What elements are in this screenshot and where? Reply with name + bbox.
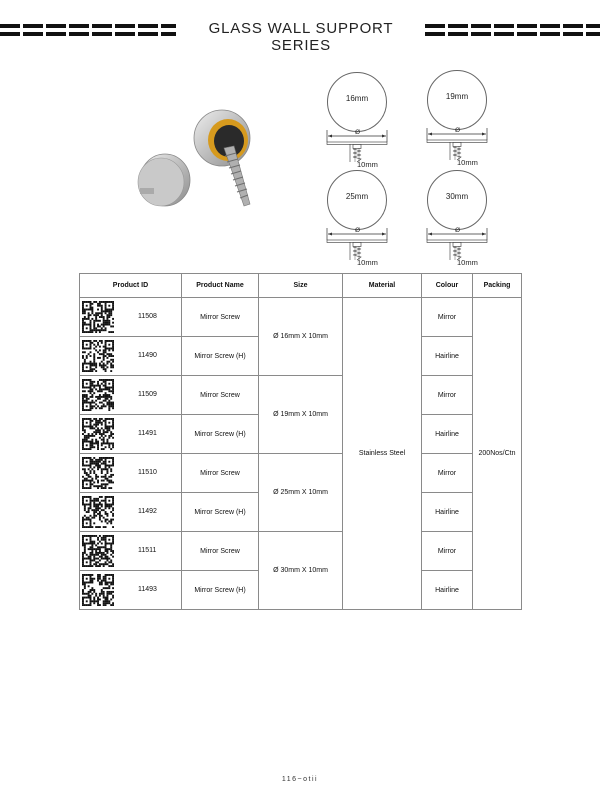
phi-symbol: Ø (355, 128, 361, 136)
table-row (80, 376, 522, 415)
header-product-name: Product Name (182, 274, 259, 298)
size-cell: Ø 25mm X 10mm (259, 454, 343, 532)
page-header (0, 14, 600, 54)
product-id: 11492 (138, 508, 157, 515)
product-id-cell (80, 454, 182, 493)
product-id-cell (80, 298, 182, 337)
phi-symbol: Ø (455, 226, 461, 234)
product-spec-table (79, 273, 522, 610)
phi-symbol: Ø (455, 126, 461, 134)
table-header-row (80, 274, 522, 298)
product-id-cell (80, 493, 182, 532)
size-cell: Ø 19mm X 10mm (259, 376, 343, 454)
colour-cell: Hairline (422, 493, 473, 532)
qr-code-icon (82, 535, 114, 567)
product-name: Mirror Screw (H) (182, 415, 259, 454)
header-product-id: Product ID (80, 274, 182, 298)
size-cell: Ø 16mm X 10mm (259, 298, 343, 376)
colour-cell: Hairline (422, 415, 473, 454)
qr-code-icon (82, 574, 114, 606)
table-row (80, 454, 522, 493)
dimension-diagram-25mm (322, 170, 402, 274)
dimension-diagram-16mm (322, 72, 402, 176)
product-name: Mirror Screw (182, 376, 259, 415)
colour-cell: Hairline (422, 571, 473, 610)
product-id: 11509 (138, 391, 157, 398)
phi-symbol: Ø (355, 226, 361, 234)
colour-cell: Mirror (422, 376, 473, 415)
page-title: GLASS WALL SUPPORT SERIES (208, 20, 394, 54)
colour-cell: Mirror (422, 532, 473, 571)
product-name: Mirror Screw (H) (182, 571, 259, 610)
product-id: 11510 (138, 469, 157, 476)
length-label: 10mm (457, 158, 478, 167)
product-id-cell (80, 415, 182, 454)
header-dash-pattern-left (0, 24, 176, 36)
colour-cell: Mirror (422, 298, 473, 337)
diameter-label: 25mm (345, 192, 369, 201)
product-name: Mirror Screw (182, 454, 259, 493)
material-cell: Stainless Steel (343, 298, 422, 610)
product-photo (128, 100, 260, 218)
header-packing: Packing (473, 274, 522, 298)
size-cell: Ø 30mm X 10mm (259, 532, 343, 610)
length-label: 10mm (357, 258, 378, 267)
page-number: 116~otii (281, 776, 319, 783)
product-id: 11490 (138, 352, 157, 359)
packing-cell: 200Nos/Ctn (473, 298, 522, 610)
product-id: 11511 (138, 547, 157, 554)
product-name: Mirror Screw (182, 532, 259, 571)
qr-code-icon (82, 340, 114, 372)
product-id-cell (80, 571, 182, 610)
dimension-diagram-30mm (422, 170, 502, 274)
qr-code-icon (82, 301, 114, 333)
table-row (80, 298, 522, 337)
header-size: Size (259, 274, 343, 298)
diameter-label: 16mm (345, 94, 369, 103)
product-id-cell (80, 532, 182, 571)
qr-code-icon (82, 496, 114, 528)
header-dash-pattern-right (425, 24, 600, 36)
header-colour: Colour (422, 274, 473, 298)
qr-code-icon (82, 379, 114, 411)
colour-cell: Hairline (422, 337, 473, 376)
dimension-diagram-19mm (422, 70, 502, 174)
header-material: Material (343, 274, 422, 298)
product-name: Mirror Screw (H) (182, 337, 259, 376)
product-id: 11491 (138, 430, 157, 437)
colour-cell: Mirror (422, 454, 473, 493)
qr-code-icon (82, 418, 114, 450)
product-name: Mirror Screw (182, 298, 259, 337)
product-id-cell (80, 337, 182, 376)
length-label: 10mm (357, 160, 378, 169)
product-name: Mirror Screw (H) (182, 493, 259, 532)
product-id: 11493 (138, 586, 157, 593)
length-label: 10mm (457, 258, 478, 267)
diameter-label: 19mm (445, 92, 469, 101)
qr-code-icon (82, 457, 114, 489)
table-row (80, 532, 522, 571)
product-id-cell (80, 376, 182, 415)
product-id: 11508 (138, 313, 157, 320)
diameter-label: 30mm (445, 192, 469, 201)
